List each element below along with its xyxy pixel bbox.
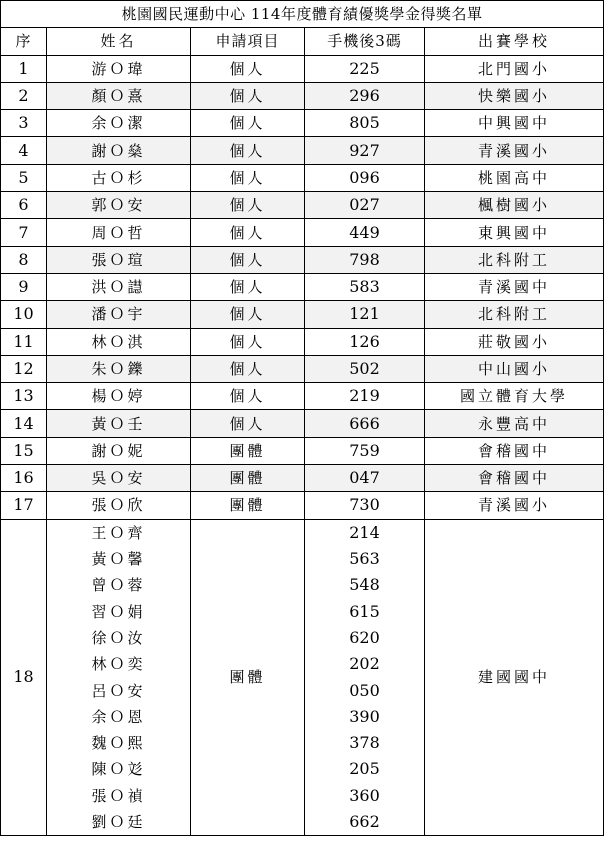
group-member-row	[1, 519, 604, 546]
row-phone: 225	[305, 55, 425, 82]
row-name: 謝Ｏ燊	[47, 137, 191, 164]
row-seq: 4	[1, 137, 47, 164]
row-school: 楓樹國小	[425, 192, 604, 219]
row-name: 吳Ｏ安	[47, 465, 191, 492]
group-seq: 18	[1, 519, 47, 836]
group-member-phone: 050	[305, 677, 425, 703]
row-seq: 9	[1, 273, 47, 300]
row-name: 郭Ｏ安	[47, 192, 191, 219]
row-school: 東興國中	[425, 219, 604, 246]
table-row	[1, 355, 604, 382]
table-row	[1, 55, 604, 82]
row-school: 國立體育大學	[425, 383, 604, 410]
table-row	[1, 82, 604, 109]
group-member-name: 習Ｏ娟	[47, 599, 191, 625]
row-name: 余Ｏ潔	[47, 110, 191, 137]
group-member-name: 陳Ｏ彣	[47, 756, 191, 782]
row-seq: 7	[1, 219, 47, 246]
row-type: 個人	[191, 137, 305, 164]
row-name: 林Ｏ淇	[47, 328, 191, 355]
header-seq: 序	[1, 28, 47, 55]
row-seq: 1	[1, 55, 47, 82]
row-school: 青溪國小	[425, 137, 604, 164]
group-member-phone: 202	[305, 651, 425, 677]
title-row	[1, 1, 604, 28]
row-phone: 047	[305, 465, 425, 492]
row-school: 青溪國中	[425, 273, 604, 300]
row-phone: 502	[305, 355, 425, 382]
row-type: 個人	[191, 383, 305, 410]
group-member-phone: 205	[305, 756, 425, 782]
row-seq: 14	[1, 410, 47, 437]
row-name: 潘Ｏ宇	[47, 301, 191, 328]
row-type: 團體	[191, 437, 305, 464]
group-member-phone: 390	[305, 704, 425, 730]
group-member-name: 魏Ｏ熙	[47, 730, 191, 756]
row-phone: 927	[305, 137, 425, 164]
table-row	[1, 110, 604, 137]
row-type: 個人	[191, 219, 305, 246]
row-seq: 3	[1, 110, 47, 137]
row-type: 個人	[191, 246, 305, 273]
row-type: 個人	[191, 55, 305, 82]
row-school: 青溪國小	[425, 492, 604, 519]
row-name: 古Ｏ杉	[47, 164, 191, 191]
row-seq: 5	[1, 164, 47, 191]
row-seq: 8	[1, 246, 47, 273]
row-name: 謝Ｏ妮	[47, 437, 191, 464]
group-member-phone: 548	[305, 572, 425, 598]
group-member-phone: 360	[305, 783, 425, 809]
group-member-name: 林Ｏ奕	[47, 651, 191, 677]
row-phone: 219	[305, 383, 425, 410]
row-phone: 449	[305, 219, 425, 246]
row-phone: 730	[305, 492, 425, 519]
row-seq: 6	[1, 192, 47, 219]
row-phone: 296	[305, 82, 425, 109]
row-name: 張Ｏ瑄	[47, 246, 191, 273]
row-type: 個人	[191, 273, 305, 300]
row-seq: 13	[1, 383, 47, 410]
header-name: 姓名	[47, 28, 191, 55]
header-school: 出賽學校	[425, 28, 604, 55]
table-row	[1, 219, 604, 246]
table-row	[1, 328, 604, 355]
group-member-name: 曾Ｏ蓉	[47, 572, 191, 598]
header-row	[1, 28, 604, 55]
row-school: 會稽國中	[425, 437, 604, 464]
row-seq: 12	[1, 355, 47, 382]
row-phone: 583	[305, 273, 425, 300]
row-school: 永豐高中	[425, 410, 604, 437]
table-row	[1, 273, 604, 300]
row-seq: 2	[1, 82, 47, 109]
group-member-name: 王Ｏ齊	[47, 519, 191, 546]
row-name: 張Ｏ欣	[47, 492, 191, 519]
row-type: 團體	[191, 492, 305, 519]
row-seq: 10	[1, 301, 47, 328]
row-school: 北科附工	[425, 246, 604, 273]
row-phone: 121	[305, 301, 425, 328]
row-phone: 798	[305, 246, 425, 273]
row-type: 團體	[191, 465, 305, 492]
group-member-name: 徐Ｏ汝	[47, 625, 191, 651]
table-row	[1, 192, 604, 219]
row-phone: 126	[305, 328, 425, 355]
table-row	[1, 137, 604, 164]
page-title: 桃園國民運動中心 114年度體育績優獎學金得獎名單	[1, 1, 604, 28]
group-school: 建國國中	[425, 519, 604, 836]
row-phone: 805	[305, 110, 425, 137]
row-type: 個人	[191, 410, 305, 437]
row-name: 黃Ｏ壬	[47, 410, 191, 437]
row-phone: 666	[305, 410, 425, 437]
table-row	[1, 383, 604, 410]
table-row	[1, 164, 604, 191]
row-seq: 15	[1, 437, 47, 464]
row-school: 北科附工	[425, 301, 604, 328]
group-member-phone: 620	[305, 625, 425, 651]
group-member-name: 黃Ｏ馨	[47, 546, 191, 572]
row-school: 快樂國小	[425, 82, 604, 109]
row-type: 個人	[191, 164, 305, 191]
group-member-name: 劉Ｏ廷	[47, 809, 191, 836]
row-school: 桃園高中	[425, 164, 604, 191]
row-school: 莊敬國小	[425, 328, 604, 355]
row-phone: 759	[305, 437, 425, 464]
row-seq: 17	[1, 492, 47, 519]
row-type: 個人	[191, 328, 305, 355]
row-type: 個人	[191, 301, 305, 328]
group-member-phone: 615	[305, 599, 425, 625]
group-member-name: 余Ｏ恩	[47, 704, 191, 730]
row-name: 周Ｏ哲	[47, 219, 191, 246]
row-name: 朱Ｏ鑠	[47, 355, 191, 382]
group-member-phone: 378	[305, 730, 425, 756]
row-seq: 11	[1, 328, 47, 355]
row-seq: 16	[1, 465, 47, 492]
row-name: 楊Ｏ婷	[47, 383, 191, 410]
row-school: 北門國小	[425, 55, 604, 82]
row-type: 個人	[191, 192, 305, 219]
row-school: 中興國中	[425, 110, 604, 137]
table-row	[1, 492, 604, 519]
group-member-name: 張Ｏ禎	[47, 783, 191, 809]
group-member-phone: 563	[305, 546, 425, 572]
row-type: 個人	[191, 82, 305, 109]
group-member-name: 呂Ｏ安	[47, 677, 191, 703]
row-name: 顏Ｏ熹	[47, 82, 191, 109]
table-row	[1, 410, 604, 437]
row-phone: 027	[305, 192, 425, 219]
row-school: 中山國小	[425, 355, 604, 382]
row-type: 個人	[191, 110, 305, 137]
row-name: 游Ｏ瑋	[47, 55, 191, 82]
table-row	[1, 465, 604, 492]
row-phone: 096	[305, 164, 425, 191]
header-type: 申請項目	[191, 28, 305, 55]
row-school: 會稽國中	[425, 465, 604, 492]
table-row	[1, 246, 604, 273]
table-row	[1, 301, 604, 328]
group-member-phone: 662	[305, 809, 425, 836]
table-row	[1, 437, 604, 464]
row-name: 洪Ｏ譿	[47, 273, 191, 300]
group-type: 團體	[191, 519, 305, 836]
row-type: 個人	[191, 355, 305, 382]
group-member-phone: 214	[305, 519, 425, 546]
header-phone: 手機後3碼	[305, 28, 425, 55]
